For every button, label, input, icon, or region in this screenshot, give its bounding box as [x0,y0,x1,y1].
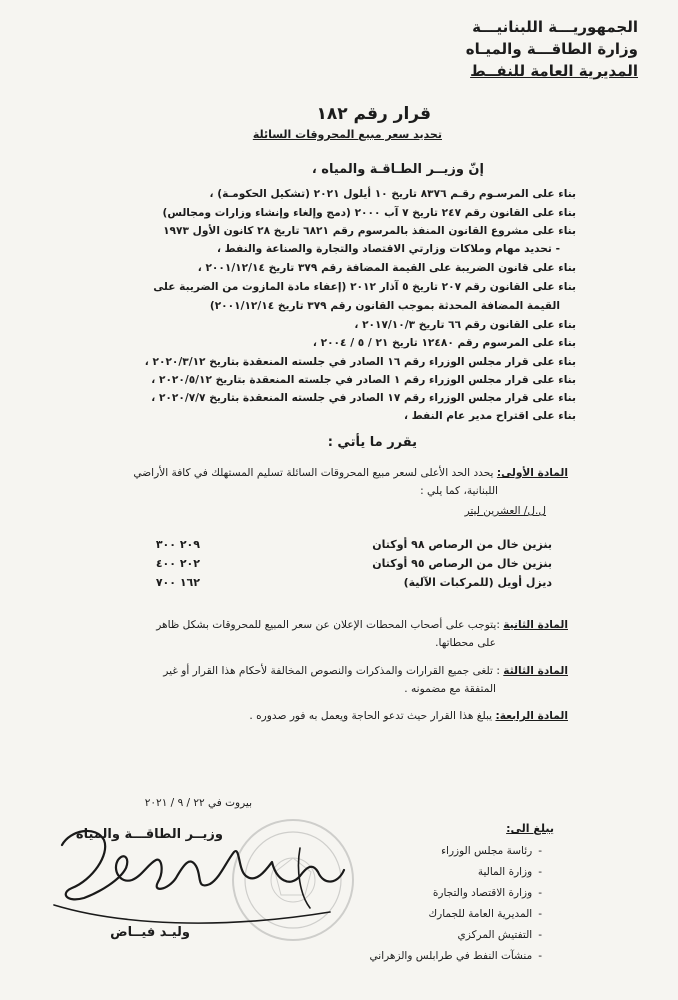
article-1-label: المادة الأولى: [496,467,568,479]
header-ministry: وزارة الطاقـــة والميـاه [465,40,638,58]
preamble-line: - تحديد مهام وملاكات وزارتي الاقتصاد والتجارة والصناعة والنفط ، [216,243,560,255]
preamble-line: بناء على قرار مجلس الوزراء رقم ١ الصادر في جلسته المنعقدة بتاريخ ٢٠٢٠/٥/١٢ ، [151,374,576,386]
decision-title: قرار رقم ١٨٢ [316,104,431,124]
minister-title: وزيــر الطاقـــة والمياه [75,827,223,842]
signature-flourish [54,848,330,923]
header-directorate: المديرية العامة للنفــط [470,62,638,80]
article-4-text: يبلغ هذا القرار حيث تدعو الحاجة ويعمل به فور صدوره . [249,710,496,722]
decision-subject: تحديد سعر مبيع المحروقات السائلة [252,128,442,141]
preamble-line: بناء على مشروع القانون المنفذ بالمرسوم رقم ٦٨٢١ تاريخ ٢٨ كانون الأول ١٩٧٣ [163,225,576,237]
preamble-line: بناء على المرسـوم رقـم ٨٣٧٦ تاريخ ١٠ أيلول ٢٠٢١ (تشكيل الحكومـة) ، [209,188,576,200]
preamble-line: القيمة المضافة المحدثة بموجب القانون رقم ٣٧٩ تاريخ ٢٠٠١/١٢/١٤) [209,300,560,312]
article-3-line-2: المتفقة مع مضمونه . [404,683,496,695]
recipients-title: يبلغ الى: [506,822,554,835]
preamble-intro: إنّ وزيــر الطـاقـة والمياه ، [311,162,484,177]
preamble-line: بناء على القانون رقم ٢٠٧ تاريخ ٥ آذار ٢٠١٢ (إعفاء مادة المازوت من الضريبة على [153,281,576,293]
article-3-text: : تلغى جميع القرارات والمذكرات والنصوص المخالفة لأحكام هذا القرار أو غير [163,665,504,677]
article-1-line-2: اللبنانية، كما يلي : [420,485,498,497]
preamble-line: بناء على المرسوم رقم ١٢٤٨٠ تاريخ ٢١ / ٥ / ٢٠٠٤ ، [312,337,576,349]
preamble-line: بناء على اقتراح مدير عام النفط ، [403,410,576,422]
article-3-label: المادة الثالثة [503,665,568,677]
recipient-item: -وزارة الاقتصاد والتجارة [432,887,542,899]
product-price: ١٦٢ ٧٠٠ [155,576,200,589]
product-price: ٢٠٩ ٣٠٠ [155,538,200,551]
article-2-label: المادة الثانية [503,619,568,631]
recipient-item: -منشآت النفط في طرابلس والزهراني [369,950,542,962]
dateline: بيروت في ٢٢ / ٩ / ٢٠٢١ [144,797,252,809]
header-republic: الجمهوريـــة اللبنانيـــة [472,18,638,36]
decides-heading: يقرر ما يأتي : [327,435,417,450]
preamble-line: بناء على قانون الضريبة على القيمة المضافة رقم ٣٧٩ تاريخ ٢٠٠١/١٢/١٤ ، [197,262,576,274]
article-2-text: :يتوجب على أصحاب المحطات الإعلان عن سعر المبيع للمحروقات بشكل ظاهر [156,619,504,631]
article-2-line-2: على محطاتها. [435,637,496,649]
price-unit-label: ل.ل/ العشرين ليتر [464,505,546,517]
article-1-text: يحدد الحد الأعلى لسعر مبيع المحروقات السائلة تسليم المستهلك في كافة الأراضي [133,467,497,479]
product-price: ٢٠٢ ٤٠٠ [155,557,200,570]
product-name: بنزين خال من الرصاص ٩٨ أوكتان [372,538,552,551]
product-name: بنزين خال من الرصاص ٩٥ أوكتان [372,557,552,570]
preamble-line: بناء على قرار مجلس الوزراء رقم ١٦ الصادر في جلسته المنعقدة بتاريخ ٢٠٢٠/٣/١٢ ، [144,356,576,368]
recipient-item: -التفتيش المركزي [457,929,542,941]
preamble-line: بناء على قرار مجلس الوزراء رقم ١٧ الصادر في جلسته المنعقدة بتاريخ ٢٠٢٠/٧/٧ ، [151,392,576,404]
recipient-item: -رئاسة مجلس الوزراء [441,845,542,857]
minister-name: وليـد فيــاض [110,925,190,940]
recipient-item: -وزارة المالية [477,866,542,878]
product-name: ديزل أويل (للمركبات الآلية) [403,576,552,589]
preamble-line: بناء على القانون رقم ٢٤٧ تاريخ ٧ آب ٢٠٠٠ (دمج وإلغاء وإنشاء وزارات ومجالس) [162,207,576,219]
article-4-label: المادة الرابعة: [495,710,568,722]
recipient-item: -المديرية العامة للجمارك [428,908,542,920]
preamble-line: بناء على القانون رقم ٦٦ تاريخ ٢٠١٧/١٠/٣ ، [354,319,576,331]
